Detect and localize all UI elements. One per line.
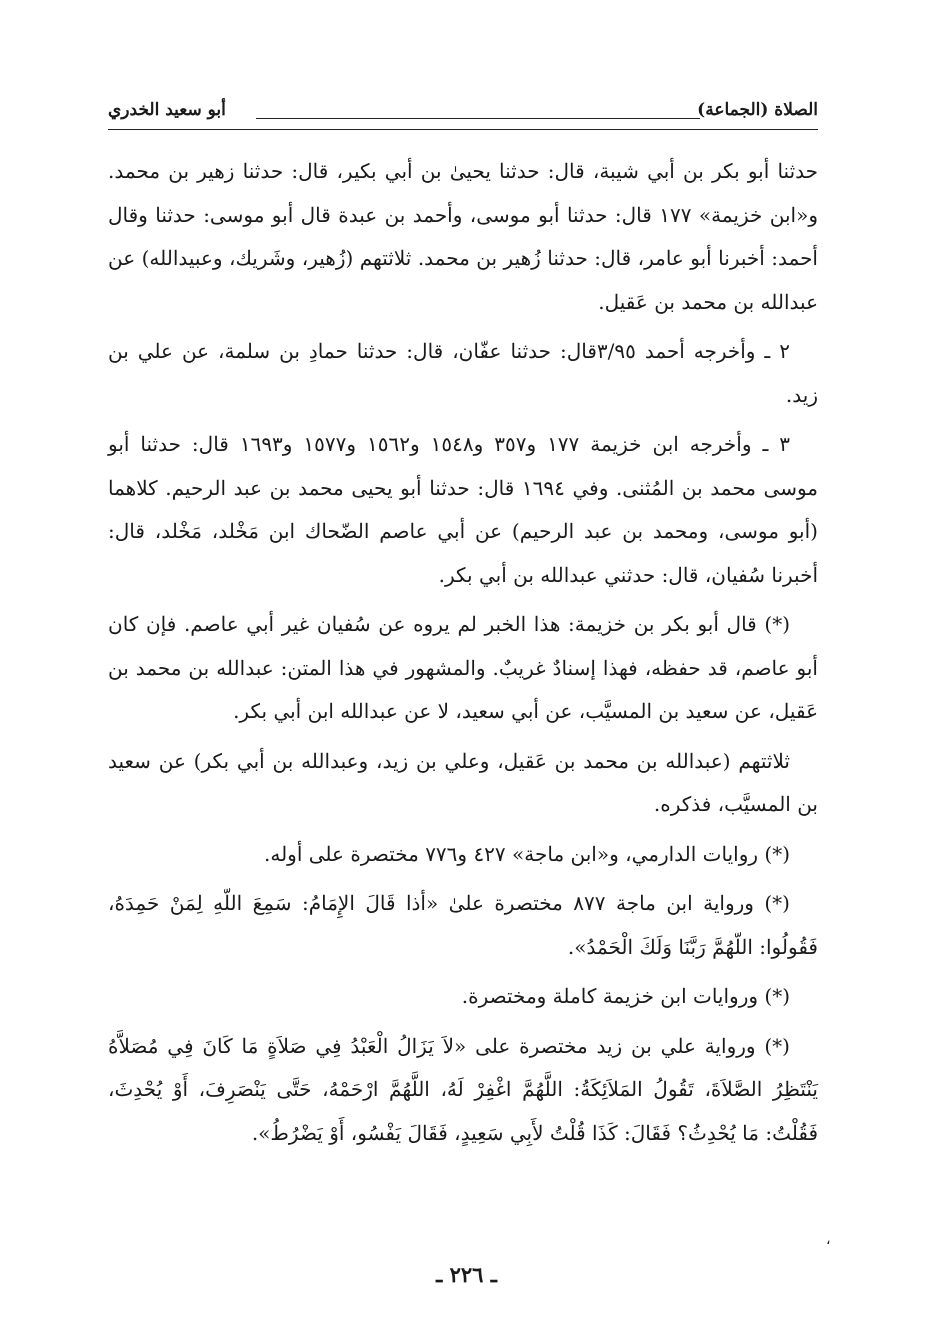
- chapter-title: الصلاة (الجماعة): [697, 100, 818, 120]
- page-body: [108, 150, 818, 1161]
- margin-mark: ،: [826, 1232, 831, 1248]
- paragraph-note-darimi: (*) روايات الدارمي، و«ابن ماجة» ٤٢٧ و٧٧٦ مختصرة على أوله.: [263, 841, 790, 866]
- paragraph-thalathatuhum: ثلاثتهم (عبدالله بن محمد بن عَقيل، وعلي بن زيد، وعبدالله بن أبي بكر) عن سعيد بن المسيَّب، فذكره.: [108, 748, 818, 816]
- paragraph-note-ibn-maja: (*) ورواية ابن ماجة ٨٧٧ مختصرة علىٰ «أذا قَالَ الإِمَامُ: سَمِعَ اللّهِ لِمَنْ حَمِدَهُ، فَقُولُوا: اللّهُمَّ رَبَّنَا وَلَكَ الْحَمْدُ».: [108, 891, 818, 959]
- paragraph-note-khuzayma: (*) وروايات ابن خزيمة كاملة ومختصرة.: [461, 984, 790, 1008]
- page-number: ـ ٢٢٦ ـ: [436, 1262, 497, 1287]
- paragraph-note-abu-bakr: (*) قال أبو بكر بن خزيمة: هذا الخبر لم يروه عن سُفيان غير أبي عاصم. فإن كان أبو عاصم، قد حفظه، فهذا إسنادٌ غريبٌ. والمشهور في هذا المتن: عبدالله بن محمد بن عَقيل، عن سعيد بن المسيَّب، عن أبي سعيد، لا عن عبدالله ابن أبي بكر.: [108, 612, 818, 723]
- header-dash-rule: [256, 118, 700, 119]
- header-underline: [108, 129, 818, 130]
- running-header: [108, 100, 818, 130]
- paragraph-isnad-1: حدثنا أبو بكر بن أبي شيبة، قال: حدثنا يحيىٰ بن أبي بكير، قال: حدثنا زهير بن محمد. و«ابن خزيمة» ١٧٧ قال: حدثنا أبو موسى، وأحمد بن عبدة قال أبو موسى: حدثنا وقال أحمد: أخبرنا أبو عامر، قال: حدثنا زُهير بن محمد. ثلاثتهم (زُهير، وشَريك، وعبيدالله) عن عبدالله بن محمد بن عَقيل.: [108, 159, 819, 314]
- narrator-title: أبو سعيد الخدري: [108, 100, 226, 120]
- paragraph-note-ali-ibn-zayd: (*) ورواية علي بن زيد مختصرة على «لاَ يَزَالُ الْعَبْدُ فِي صَلاَةٍ مَا كَانَ فِي مُصَلاَّهُ يَنْتَظِرُ الصَّلاَةَ، تَقُولُ المَلاَئِكَةُ: اللَّهُمَّ اغْفِرْ لَهُ، اللَّهُمَّ ارْحَمْهُ، حَتَّى يَنْصَرِفَ، أَوْ يُحْدِثَ، فَقُلْتُ: مَا يُحْدِثُ؟ فَقَالَ: كَذَا قُلْتُ لأَبِي سَعِيدٍ، فَقَالَ يَفْسُو، أَوْ يَضْرُطُ».: [108, 1033, 818, 1145]
- paragraph-ibn-khuzayma: ٣ ـ وأخرجه ابن خزيمة ١٧٧ و٣٥٧ و١٥٤٨ و١٥٦٢ و١٥٧٧ و١٦٩٣ قال: حدثنا أبو موسى محمد بن المُثنى. وفي ١٦٩٤ قال: حدثنا أبو يحيى محمد بن عبد الرحيم. كلاهما (أبو موسى، ومحمد بن عبد الرحيم) عن أبي عاصم الضّحاك ابن مَخْلد، مَخْلد، قال: أخبرنا سُفيان، قال: حدثني عبدالله بن أبي بكر.: [108, 432, 819, 587]
- paragraph-ahmad: ٢ ـ وأخرجه أحمد ٣/٩٥قال: حدثنا عفّان، قال: حدثنا حمادِ بن سلمة، عن علي بن زيد.: [108, 339, 818, 407]
